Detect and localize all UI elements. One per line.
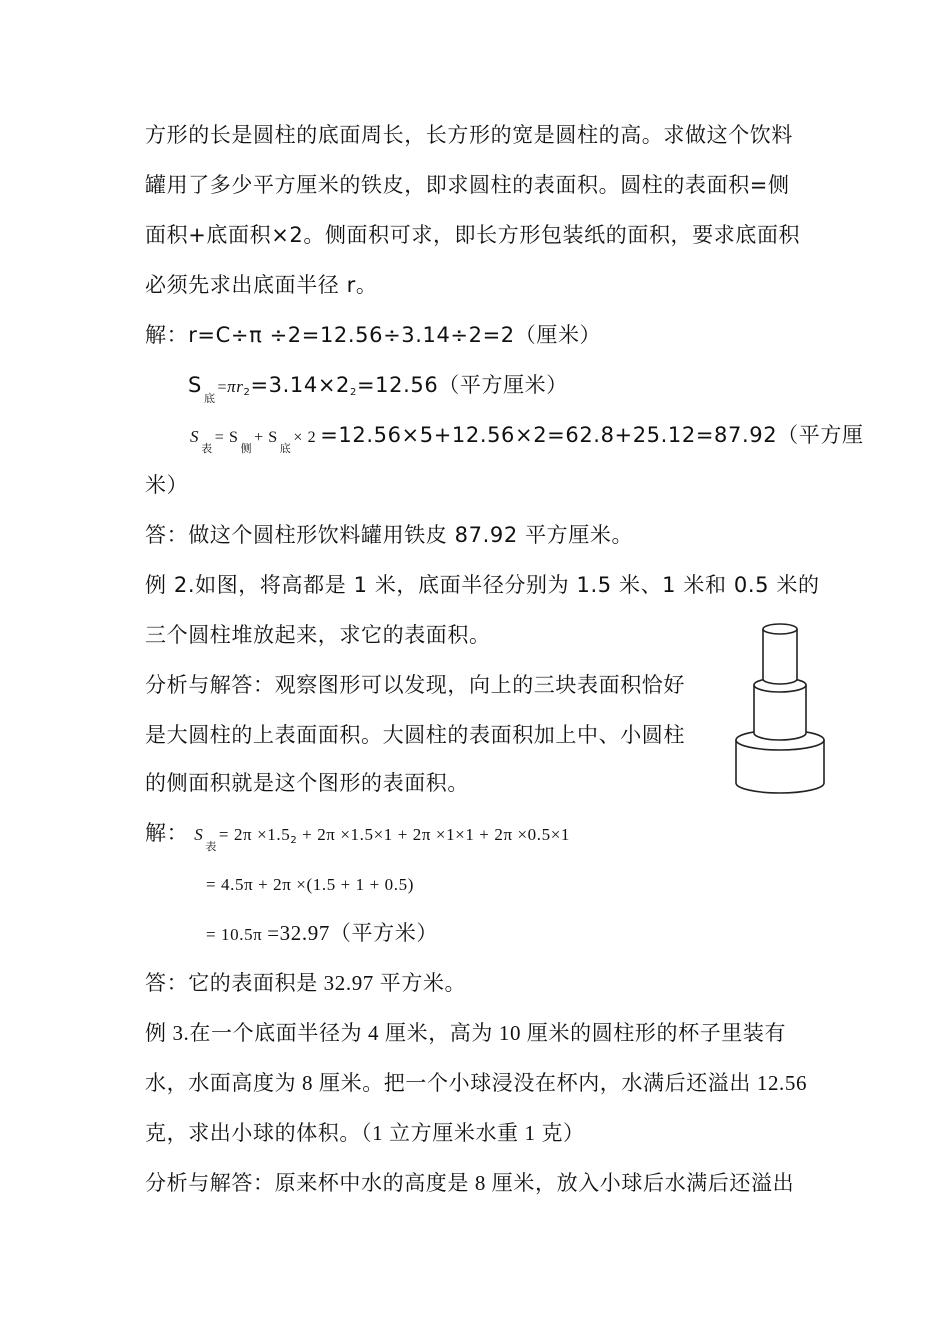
example-line: 例 2.如图，将高都是 1 米，底面半径分别为 1.5 米、1 米和 0.5 米的	[145, 573, 820, 597]
formula-s: S	[190, 427, 200, 446]
formula-result: =12.56×5+12.56×2=62.8+25.12=87.92（平方厘	[320, 423, 864, 447]
solution2-line1	[145, 818, 570, 853]
formula-subscript: 表	[205, 840, 217, 853]
formula-eq: =	[217, 379, 228, 396]
formula-subscript: 底	[203, 392, 216, 405]
formula-sup: 2	[243, 387, 251, 398]
example-line: 例 3.在一个底面半径为 4 厘米，高为 10 厘米的圆柱形的杯子里装有	[145, 1021, 787, 1045]
small-cylinder-top	[763, 624, 797, 634]
paragraph-line: 面积+底面积×2。侧面积可求，即长方形包装纸的面积，要求底面积	[145, 223, 801, 247]
formula-part: = 2π ×1.5	[218, 825, 291, 844]
analysis-line: 是大圆柱的上表面面积。大圆柱的表面积加上中、小圆柱	[145, 723, 685, 747]
example-line: 水，水面高度为 8 厘米。把一个小球浸没在杯内，水满后还溢出 12.56	[145, 1071, 808, 1095]
solution2-line2: = 4.5π + 2π ×(1.5 + 1 + 0.5)	[206, 875, 414, 894]
paragraph-line: 必须先求出底面半径 r。	[145, 273, 378, 297]
formula-times: × 2	[293, 429, 317, 446]
formula-subscript: 侧	[240, 442, 253, 455]
formula-part: + 2π ×1.5×1 + 2π ×1×1 + 2π ×0.5×1	[297, 825, 570, 844]
analysis-line: 分析与解答：观察图形可以发现，向上的三块表面积恰好	[145, 673, 685, 697]
solution2-line3	[206, 918, 438, 950]
example-line: 克，求出小球的体积。（1 立方厘米水重 1 克）	[145, 1121, 585, 1145]
formula-s: S	[188, 373, 202, 397]
example-line: 三个圆柱堆放起来，求它的表面积。	[145, 623, 491, 647]
paragraph-line: 罐用了多少平方厘米的铁皮，即求圆柱的表面积。圆柱的表面积=侧	[145, 173, 790, 197]
answer-line: 答：做这个圆柱形饮料罐用铁皮 87.92 平方厘米。	[145, 523, 634, 547]
formula-continuation: 米）	[145, 473, 189, 497]
analysis-line: 的侧面积就是这个图形的表面积。	[145, 771, 469, 795]
bottom-area-formula	[188, 370, 568, 405]
formula-result: =32.97（平方米）	[267, 921, 438, 945]
paragraph-line: 方形的长是圆柱的底面周长，长方形的宽是圆柱的高。求做这个饮料	[145, 123, 793, 147]
formula-eq: = S	[214, 429, 239, 446]
formula-part: = 10.5π	[206, 925, 268, 944]
analysis-line: 分析与解答：原来杯中水的高度是 8 厘米，放入小球后水满后还溢出	[145, 1171, 795, 1195]
formula-s: S	[194, 825, 204, 844]
answer-line: 答：它的表面积是 32.97 平方米。	[145, 971, 467, 995]
solution-radius-line: 解：r=C÷π ÷2=12.56÷3.14÷2=2（厘米）	[145, 323, 602, 347]
solution-label: 解：	[145, 821, 189, 845]
surface-area-formula	[190, 420, 864, 454]
small-cylinder	[763, 629, 797, 684]
formula-subscript: 表	[201, 442, 213, 455]
formula-pi-r: πr	[227, 377, 244, 396]
stacked-cylinders-figure	[730, 615, 830, 797]
formula-sup: 2	[290, 835, 298, 846]
formula-sup: 2	[350, 387, 357, 398]
medium-cylinder	[754, 685, 806, 740]
formula-subscript: 底	[279, 442, 292, 455]
formula-plus: + S	[254, 429, 278, 446]
formula-rest: =3.14×2	[250, 373, 350, 397]
formula-result: =12.56（平方厘米）	[356, 373, 568, 397]
